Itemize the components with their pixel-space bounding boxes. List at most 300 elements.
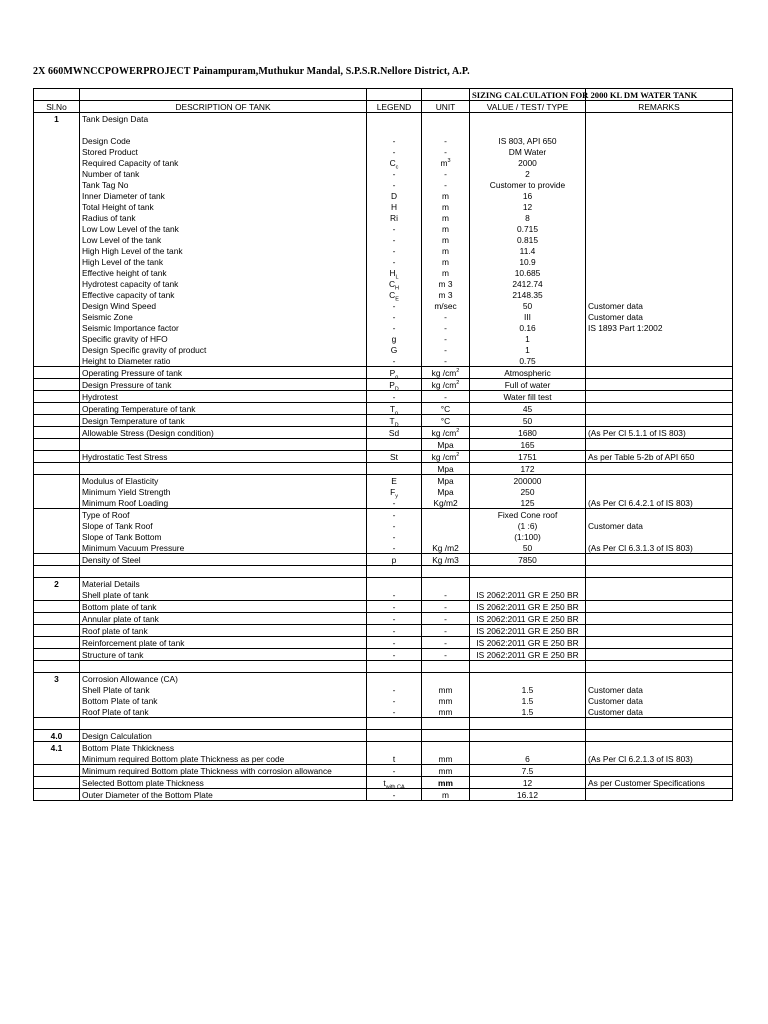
legend-cell: St	[367, 451, 422, 463]
legend-cell: g	[367, 333, 422, 344]
table-row	[34, 278, 733, 289]
description-cell: Annular plate of tank	[80, 613, 367, 625]
table-row	[34, 415, 733, 427]
legend-cell: -	[367, 531, 422, 542]
value-cell: 12	[470, 777, 586, 789]
remarks-cell: Customer data	[586, 706, 733, 718]
unit-cell: Mpa	[422, 463, 470, 475]
table-row	[34, 649, 733, 661]
table-row	[34, 267, 733, 278]
value-cell: (1 :6)	[470, 520, 586, 531]
legend-cell: Sd	[367, 427, 422, 439]
remarks-cell	[586, 367, 733, 379]
value-cell: 6	[470, 753, 586, 765]
table-row	[34, 542, 733, 554]
remarks-cell	[586, 625, 733, 637]
cell	[34, 566, 80, 578]
section-number: 2	[34, 578, 80, 590]
cell	[470, 742, 586, 754]
unit-cell: m/sec	[422, 300, 470, 311]
slno-cell	[34, 789, 80, 801]
legend-cell: p	[367, 554, 422, 566]
unit-cell: Kg /m2	[422, 542, 470, 554]
unit-cell: Mpa	[422, 486, 470, 497]
section-title: Corrosion Allowance (CA)	[80, 673, 367, 685]
unit-cell: m	[422, 190, 470, 201]
slno-cell	[34, 344, 80, 355]
cell	[80, 124, 367, 135]
unit-cell: -	[422, 637, 470, 649]
slno-cell	[34, 391, 80, 403]
section-row	[34, 730, 733, 742]
table-row	[34, 531, 733, 542]
table-row	[34, 777, 733, 789]
legend-cell: -	[367, 256, 422, 267]
table-row	[34, 201, 733, 212]
legend-cell: -	[367, 322, 422, 333]
unit-cell	[422, 520, 470, 531]
description-cell: Hydrostatic Test Stress	[80, 451, 367, 463]
unit-cell: Mpa	[422, 475, 470, 487]
section-number: 3	[34, 673, 80, 685]
slno-cell	[34, 234, 80, 245]
unit-cell: -	[422, 333, 470, 344]
section-row	[34, 578, 733, 590]
value-cell: 7.5	[470, 765, 586, 777]
legend-cell: -	[367, 684, 422, 695]
unit-cell: -	[422, 322, 470, 333]
unit-cell: Kg /m3	[422, 554, 470, 566]
unit-cell: m 3	[422, 289, 470, 300]
cell	[586, 578, 733, 590]
slno-cell	[34, 190, 80, 201]
slno-cell	[34, 168, 80, 179]
slno-cell	[34, 695, 80, 706]
title-row	[34, 89, 733, 101]
value-cell: IS 2062:2011 GR E 250 BR	[470, 637, 586, 649]
description-cell: Height to Diameter ratio	[80, 355, 367, 367]
unit-cell: m	[422, 201, 470, 212]
col-remarks: REMARKS	[586, 101, 733, 113]
unit-cell: kg $/cm^2$	[422, 427, 470, 439]
blank-row	[34, 661, 733, 673]
cell	[80, 661, 367, 673]
table-row	[34, 684, 733, 695]
unit-cell: kg $/cm^2$	[422, 367, 470, 379]
section-row	[34, 742, 733, 754]
unit-cell: -	[422, 391, 470, 403]
description-cell: Hydrotest	[80, 391, 367, 403]
table-row	[34, 463, 733, 475]
legend-cell: -	[367, 542, 422, 554]
cell	[80, 439, 367, 451]
cell	[586, 113, 733, 125]
slno-cell	[34, 245, 80, 256]
cell	[80, 463, 367, 475]
legend-cell: G	[367, 344, 422, 355]
cell	[34, 463, 80, 475]
blank-row	[34, 718, 733, 730]
unit-cell: m	[422, 234, 470, 245]
value-cell: IS 2062:2011 GR E 250 BR	[470, 601, 586, 613]
section-number: 4.0	[34, 730, 80, 742]
description-cell: Shell plate of tank	[80, 589, 367, 601]
cell	[470, 673, 586, 685]
blank-row	[34, 566, 733, 578]
description-cell: Bottom plate of tank	[80, 601, 367, 613]
table-row	[34, 355, 733, 367]
description-cell: Inner Diameter of tank	[80, 190, 367, 201]
table-row	[34, 179, 733, 190]
legend-cell: $P_D$	[367, 379, 422, 391]
description-cell: Design Temperature of tank	[80, 415, 367, 427]
legend-cell: H	[367, 201, 422, 212]
remarks-cell	[586, 223, 733, 234]
cell	[367, 673, 422, 685]
remarks-cell	[586, 179, 733, 190]
table-row	[34, 486, 733, 497]
cell	[80, 566, 367, 578]
legend-cell: -	[367, 637, 422, 649]
legend-cell: -	[367, 146, 422, 157]
legend-cell: -	[367, 649, 422, 661]
description-cell: Required Capacity of tank	[80, 157, 367, 168]
slno-cell	[34, 322, 80, 333]
table-row	[34, 589, 733, 601]
table-row	[34, 344, 733, 355]
slno-cell	[34, 475, 80, 487]
remarks-cell	[586, 201, 733, 212]
cell	[367, 89, 422, 101]
slno-cell	[34, 451, 80, 463]
unit-cell: mm	[422, 777, 470, 789]
cell	[367, 566, 422, 578]
col-unit: UNIT	[422, 101, 470, 113]
remarks-cell: (As Per Cl 6.3.1.3 of IS 803)	[586, 542, 733, 554]
unit-cell: -	[422, 613, 470, 625]
description-cell: Radius of tank	[80, 212, 367, 223]
unit-cell: Mpa	[422, 439, 470, 451]
remarks-cell	[586, 601, 733, 613]
unit-cell: -	[422, 146, 470, 157]
cell	[586, 718, 733, 730]
description-cell: Shell Plate of tank	[80, 684, 367, 695]
value-cell: IS 803, API 650	[470, 135, 586, 146]
description-cell: Selected Bottom plate Thickness	[80, 777, 367, 789]
cell	[367, 439, 422, 451]
remarks-cell	[586, 157, 733, 168]
unit-cell: mm	[422, 753, 470, 765]
table-row	[34, 439, 733, 451]
section-title: Tank Design Data	[80, 113, 367, 125]
table-row	[34, 391, 733, 403]
blank-row	[34, 124, 733, 135]
value-cell: 10.685	[470, 267, 586, 278]
remarks-cell	[586, 554, 733, 566]
remarks-cell	[586, 589, 733, 601]
table-row	[34, 333, 733, 344]
remarks-cell: Customer data	[586, 311, 733, 322]
remarks-cell	[586, 234, 733, 245]
remarks-cell	[586, 212, 733, 223]
remarks-cell	[586, 649, 733, 661]
unit-cell: m	[422, 256, 470, 267]
unit-cell: -	[422, 601, 470, 613]
table-row	[34, 157, 733, 168]
unit-cell	[422, 531, 470, 542]
legend-cell: -	[367, 589, 422, 601]
value-cell: 165	[470, 439, 586, 451]
remarks-cell: Customer data	[586, 695, 733, 706]
description-cell: Roof Plate of tank	[80, 706, 367, 718]
unit-cell: -	[422, 625, 470, 637]
cell	[422, 113, 470, 125]
cell	[422, 124, 470, 135]
remarks-cell	[586, 344, 733, 355]
table-row	[34, 706, 733, 718]
legend-cell: -	[367, 311, 422, 322]
remarks-cell	[586, 475, 733, 487]
legend-cell: -	[367, 234, 422, 245]
cell	[422, 673, 470, 685]
cell	[470, 566, 586, 578]
slno-cell	[34, 415, 80, 427]
description-cell: Roof plate of tank	[80, 625, 367, 637]
cell	[470, 578, 586, 590]
remarks-cell: (As Per Cl 5.1.1 of IS 803)	[586, 427, 733, 439]
table-row	[34, 223, 733, 234]
legend-cell: -	[367, 135, 422, 146]
description-cell: Modulus of Elasticity	[80, 475, 367, 487]
slno-cell	[34, 146, 80, 157]
remarks-cell	[586, 486, 733, 497]
legend-cell: -	[367, 168, 422, 179]
cell	[586, 730, 733, 742]
slno-cell	[34, 637, 80, 649]
table-row	[34, 234, 733, 245]
table-row	[34, 497, 733, 509]
remarks-cell	[586, 267, 733, 278]
remarks-cell: As per Table 5-2b of API 650	[586, 451, 733, 463]
value-cell: Fixed Cone roof	[470, 509, 586, 521]
legend-cell: -	[367, 601, 422, 613]
description-cell: Design Specific gravity of product	[80, 344, 367, 355]
description-cell: Low Low Level of the tank	[80, 223, 367, 234]
slno-cell	[34, 256, 80, 267]
project-header: 2X 660MWNCCPOWERPROJECT Painampuram,Muthukur Mandal, S.P.S.R.Nellore District, A.P.	[33, 66, 470, 77]
legend-cell: -	[367, 765, 422, 777]
value-cell: IS 2062:2011 GR E 250 BR	[470, 625, 586, 637]
value-cell: 1.5	[470, 684, 586, 695]
description-cell: Total Height of tank	[80, 201, 367, 212]
col-slno: Sl.No	[34, 101, 80, 113]
remarks-cell: (As Per Cl 6.4.2.1 of IS 803)	[586, 497, 733, 509]
remarks-cell	[586, 190, 733, 201]
slno-cell	[34, 684, 80, 695]
slno-cell	[34, 520, 80, 531]
col-desc: DESCRIPTION OF TANK	[80, 101, 367, 113]
unit-cell: °C	[422, 415, 470, 427]
value-cell: 12	[470, 201, 586, 212]
slno-cell	[34, 777, 80, 789]
unit-cell: °C	[422, 403, 470, 415]
table-row	[34, 637, 733, 649]
unit-cell: kg $/cm^2$	[422, 379, 470, 391]
slno-cell	[34, 311, 80, 322]
value-cell: DM Water	[470, 146, 586, 157]
cell	[422, 578, 470, 590]
remarks-cell	[586, 509, 733, 521]
value-cell: IS 2062:2011 GR E 250 BR	[470, 649, 586, 661]
cell	[470, 661, 586, 673]
legend-cell: -	[367, 509, 422, 521]
cell	[34, 89, 80, 101]
table-row	[34, 403, 733, 415]
value-cell: III	[470, 311, 586, 322]
legend-cell: -	[367, 789, 422, 801]
legend-cell: -	[367, 497, 422, 509]
slno-cell	[34, 355, 80, 367]
slno-cell	[34, 379, 80, 391]
cell	[586, 661, 733, 673]
value-cell: 2	[470, 168, 586, 179]
description-cell: Bottom Plate of tank	[80, 695, 367, 706]
table-row	[34, 695, 733, 706]
cell	[80, 89, 367, 101]
slno-cell	[34, 403, 80, 415]
slno-cell	[34, 333, 80, 344]
cell	[367, 124, 422, 135]
legend-cell: -	[367, 245, 422, 256]
description-cell: Allowable Stress (Design condition)	[80, 427, 367, 439]
section-title: Design Calculation	[80, 730, 367, 742]
slno-cell	[34, 706, 80, 718]
slno-cell	[34, 589, 80, 601]
slno-cell	[34, 649, 80, 661]
table-row	[34, 300, 733, 311]
legend-cell: -	[367, 391, 422, 403]
value-cell: 1680	[470, 427, 586, 439]
cell	[422, 89, 470, 101]
value-cell: 16	[470, 190, 586, 201]
slno-cell	[34, 427, 80, 439]
value-cell: Water fill test	[470, 391, 586, 403]
table-row	[34, 212, 733, 223]
description-cell: Minimum Vacuum Pressure	[80, 542, 367, 554]
cell	[367, 718, 422, 730]
unit-cell: mm	[422, 706, 470, 718]
unit-cell: -	[422, 344, 470, 355]
legend-cell: -	[367, 613, 422, 625]
description-cell: Seismic Importance factor	[80, 322, 367, 333]
section-row	[34, 673, 733, 685]
table-row	[34, 789, 733, 801]
unit-cell: -	[422, 589, 470, 601]
cell	[34, 439, 80, 451]
description-cell: Type of Roof	[80, 509, 367, 521]
sheet-title: SIZING CALCULATION FOR 2000 KL DM WATER TANK	[470, 89, 586, 101]
table-row	[34, 765, 733, 777]
value-cell: 10.9	[470, 256, 586, 267]
description-cell: Hydrotest capacity of tank	[80, 278, 367, 289]
slno-cell	[34, 289, 80, 300]
value-cell: 2000	[470, 157, 586, 168]
unit-cell: m	[422, 789, 470, 801]
legend-cell: E	[367, 475, 422, 487]
sizing-table	[33, 88, 733, 801]
description-cell: Minimum Roof Loading	[80, 497, 367, 509]
description-cell: Density of Steel	[80, 554, 367, 566]
value-cell: 50	[470, 300, 586, 311]
table-row	[34, 427, 733, 439]
value-cell: 0.815	[470, 234, 586, 245]
section-title: Material Details	[80, 578, 367, 590]
value-cell: 2148.35	[470, 289, 586, 300]
legend-cell: $T_o$	[367, 403, 422, 415]
slno-cell	[34, 157, 80, 168]
table-row	[34, 367, 733, 379]
cell	[586, 124, 733, 135]
remarks-cell	[586, 379, 733, 391]
remarks-cell	[586, 256, 733, 267]
cell	[470, 718, 586, 730]
legend-cell: $t_{with CA}$	[367, 777, 422, 789]
table-row	[34, 601, 733, 613]
header-row	[34, 101, 733, 113]
cell	[586, 439, 733, 451]
unit-cell: -	[422, 649, 470, 661]
remarks-cell	[586, 333, 733, 344]
value-cell: 1	[470, 344, 586, 355]
slno-cell	[34, 179, 80, 190]
remarks-cell	[586, 146, 733, 157]
table-row	[34, 322, 733, 333]
legend-cell: $T_D$	[367, 415, 422, 427]
cell	[367, 661, 422, 673]
cell	[422, 661, 470, 673]
section-number: 4.1	[34, 742, 80, 754]
description-cell: High High Level of the tank	[80, 245, 367, 256]
col-legend: LEGEND	[367, 101, 422, 113]
table-row	[34, 146, 733, 157]
remarks-cell	[586, 613, 733, 625]
slno-cell	[34, 625, 80, 637]
legend-cell: $H_L$	[367, 267, 422, 278]
remarks-cell	[586, 403, 733, 415]
value-cell: 1.5	[470, 706, 586, 718]
description-cell: Slope of Tank Roof	[80, 520, 367, 531]
table-row	[34, 475, 733, 487]
description-cell: Design Wind Speed	[80, 300, 367, 311]
cell	[586, 673, 733, 685]
slno-cell	[34, 201, 80, 212]
slno-cell	[34, 765, 80, 777]
remarks-cell	[586, 278, 733, 289]
remarks-cell	[586, 391, 733, 403]
cell	[422, 566, 470, 578]
description-cell: Number of tank	[80, 168, 367, 179]
table-row	[34, 379, 733, 391]
value-cell: 16.12	[470, 789, 586, 801]
value-cell: 50	[470, 542, 586, 554]
table-row	[34, 753, 733, 765]
unit-cell: m 3	[422, 278, 470, 289]
value-cell: 125	[470, 497, 586, 509]
remarks-cell	[586, 245, 733, 256]
value-cell: Customer to provide	[470, 179, 586, 190]
unit-cell: -	[422, 135, 470, 146]
cell	[367, 742, 422, 754]
